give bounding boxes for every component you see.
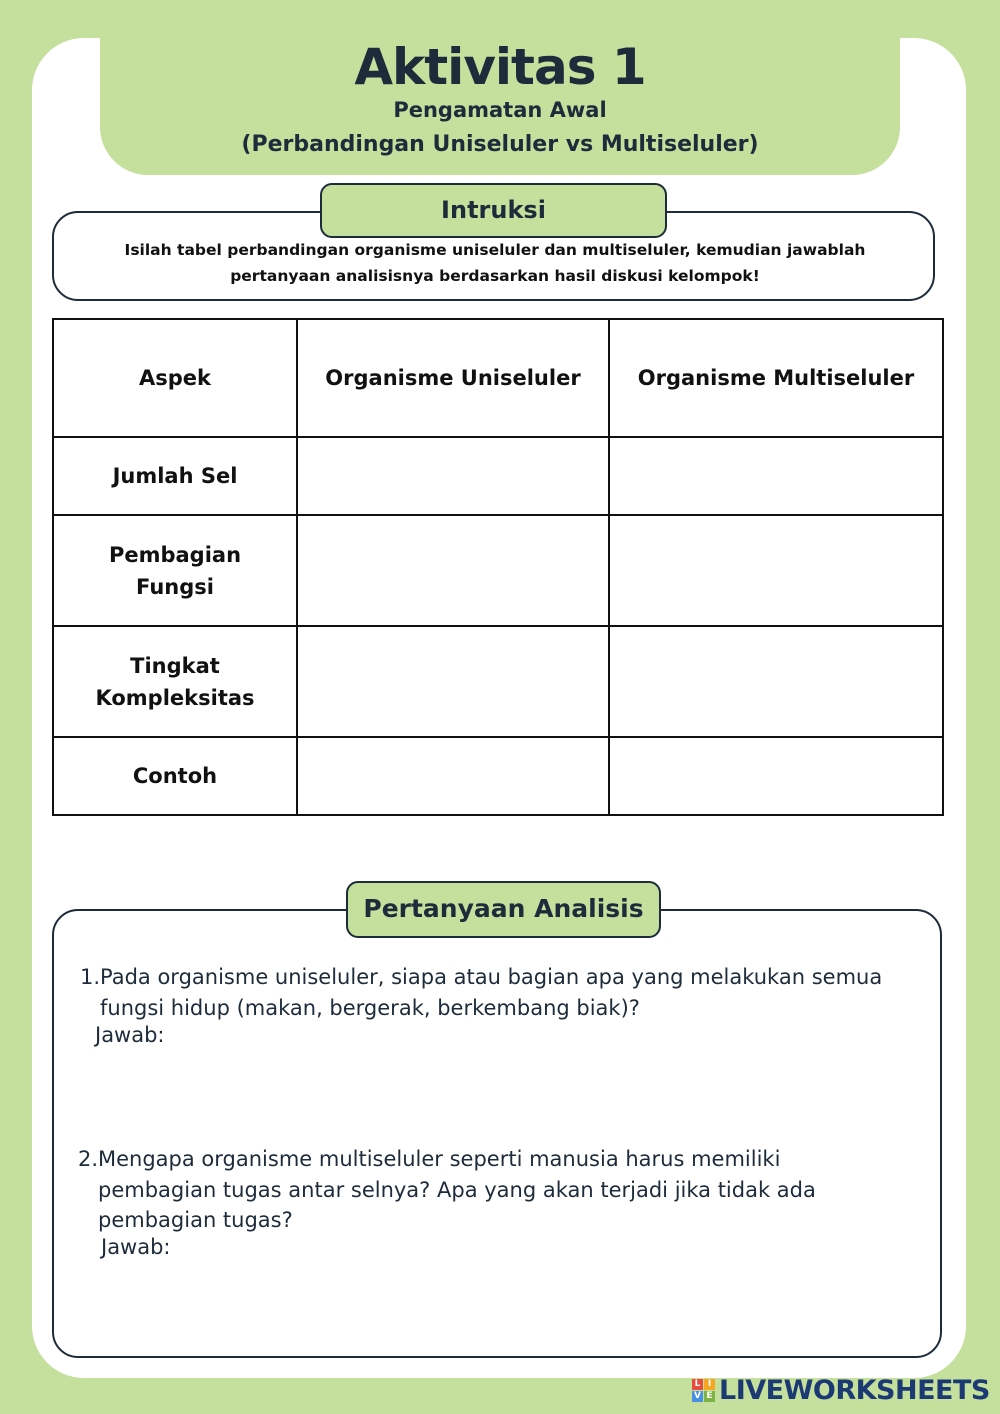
question-number: 2. <box>78 1147 99 1171</box>
instruction-line: pertanyaan analisisnya berdasarkan hasil diskusi kelompok! <box>230 267 760 285</box>
table-row <box>53 515 943 626</box>
aspect-cell <box>53 515 297 626</box>
question-text <box>98 1144 858 1236</box>
uniseluler-answer-cell[interactable] <box>297 626 609 737</box>
liveworksheets-brand[interactable] <box>692 1374 990 1406</box>
uniseluler-answer-cell[interactable] <box>297 515 609 626</box>
aspect-line: Tingkat <box>130 653 220 678</box>
table-header-row <box>53 319 943 437</box>
multiseluler-answer-cell[interactable] <box>609 437 943 515</box>
brand-text: LIVEWORKSHEETS <box>719 1374 990 1406</box>
multiseluler-answer-cell[interactable] <box>609 737 943 815</box>
table-row <box>53 626 943 737</box>
answer-label-1[interactable]: Jawab: <box>95 1023 165 1047</box>
uniseluler-answer-cell[interactable] <box>297 437 609 515</box>
aspect-line: Kompleksitas <box>95 685 255 710</box>
aspect-cell: Jumlah Sel <box>53 437 297 515</box>
page-title: Aktivitas 1 <box>354 38 646 96</box>
question-line: pembagian tugas? <box>98 1208 293 1232</box>
question-number: 1. <box>80 965 101 989</box>
header-multiseluler: Organisme Multiseluler <box>609 319 943 437</box>
instruction-line: Isilah tabel perbandingan organisme uniseluler dan multiseluler, kemudian jawablah <box>124 241 866 259</box>
answer-label-2[interactable]: Jawab: <box>101 1235 171 1259</box>
header-aspek: Aspek <box>53 319 297 437</box>
instruction-label: Intruksi <box>320 183 667 238</box>
question-line: Mengapa organisme multiseluler seperti manusia harus memiliki <box>98 1147 781 1171</box>
page-subtitle-detail: (Perbandingan Uniseluler vs Multiseluler) <box>241 132 759 157</box>
uniseluler-answer-cell[interactable] <box>297 737 609 815</box>
aspect-line: Pembagian <box>108 542 242 567</box>
header-uniseluler: Organisme Uniseluler <box>297 319 609 437</box>
question-line: Pada organisme uniseluler, siapa atau bagian apa yang melakukan semua <box>100 965 883 989</box>
table-row <box>53 437 943 515</box>
aspect-cell: Contoh <box>53 737 297 815</box>
liveworksheets-logo-icon <box>692 1379 715 1402</box>
logo-letter: E <box>704 1391 715 1402</box>
question-text <box>100 962 940 1023</box>
analysis-label: Pertanyaan Analisis <box>346 881 661 938</box>
question-line: fungsi hidup (makan, bergerak, berkembang biak)? <box>100 995 640 1020</box>
page-subtitle: Pengamatan Awal <box>393 98 607 122</box>
logo-letter: L <box>692 1379 703 1390</box>
instruction-text <box>70 237 920 289</box>
aspect-line: Fungsi <box>136 574 214 599</box>
comparison-table <box>52 318 944 816</box>
question-line: pembagian tugas antar selnya? Apa yang akan terjadi jika tidak ada <box>98 1177 816 1202</box>
aspect-cell <box>53 626 297 737</box>
multiseluler-answer-cell[interactable] <box>609 515 943 626</box>
multiseluler-answer-cell[interactable] <box>609 626 943 737</box>
logo-letter: I <box>704 1379 715 1390</box>
table-row <box>53 737 943 815</box>
logo-letter: V <box>692 1391 703 1402</box>
